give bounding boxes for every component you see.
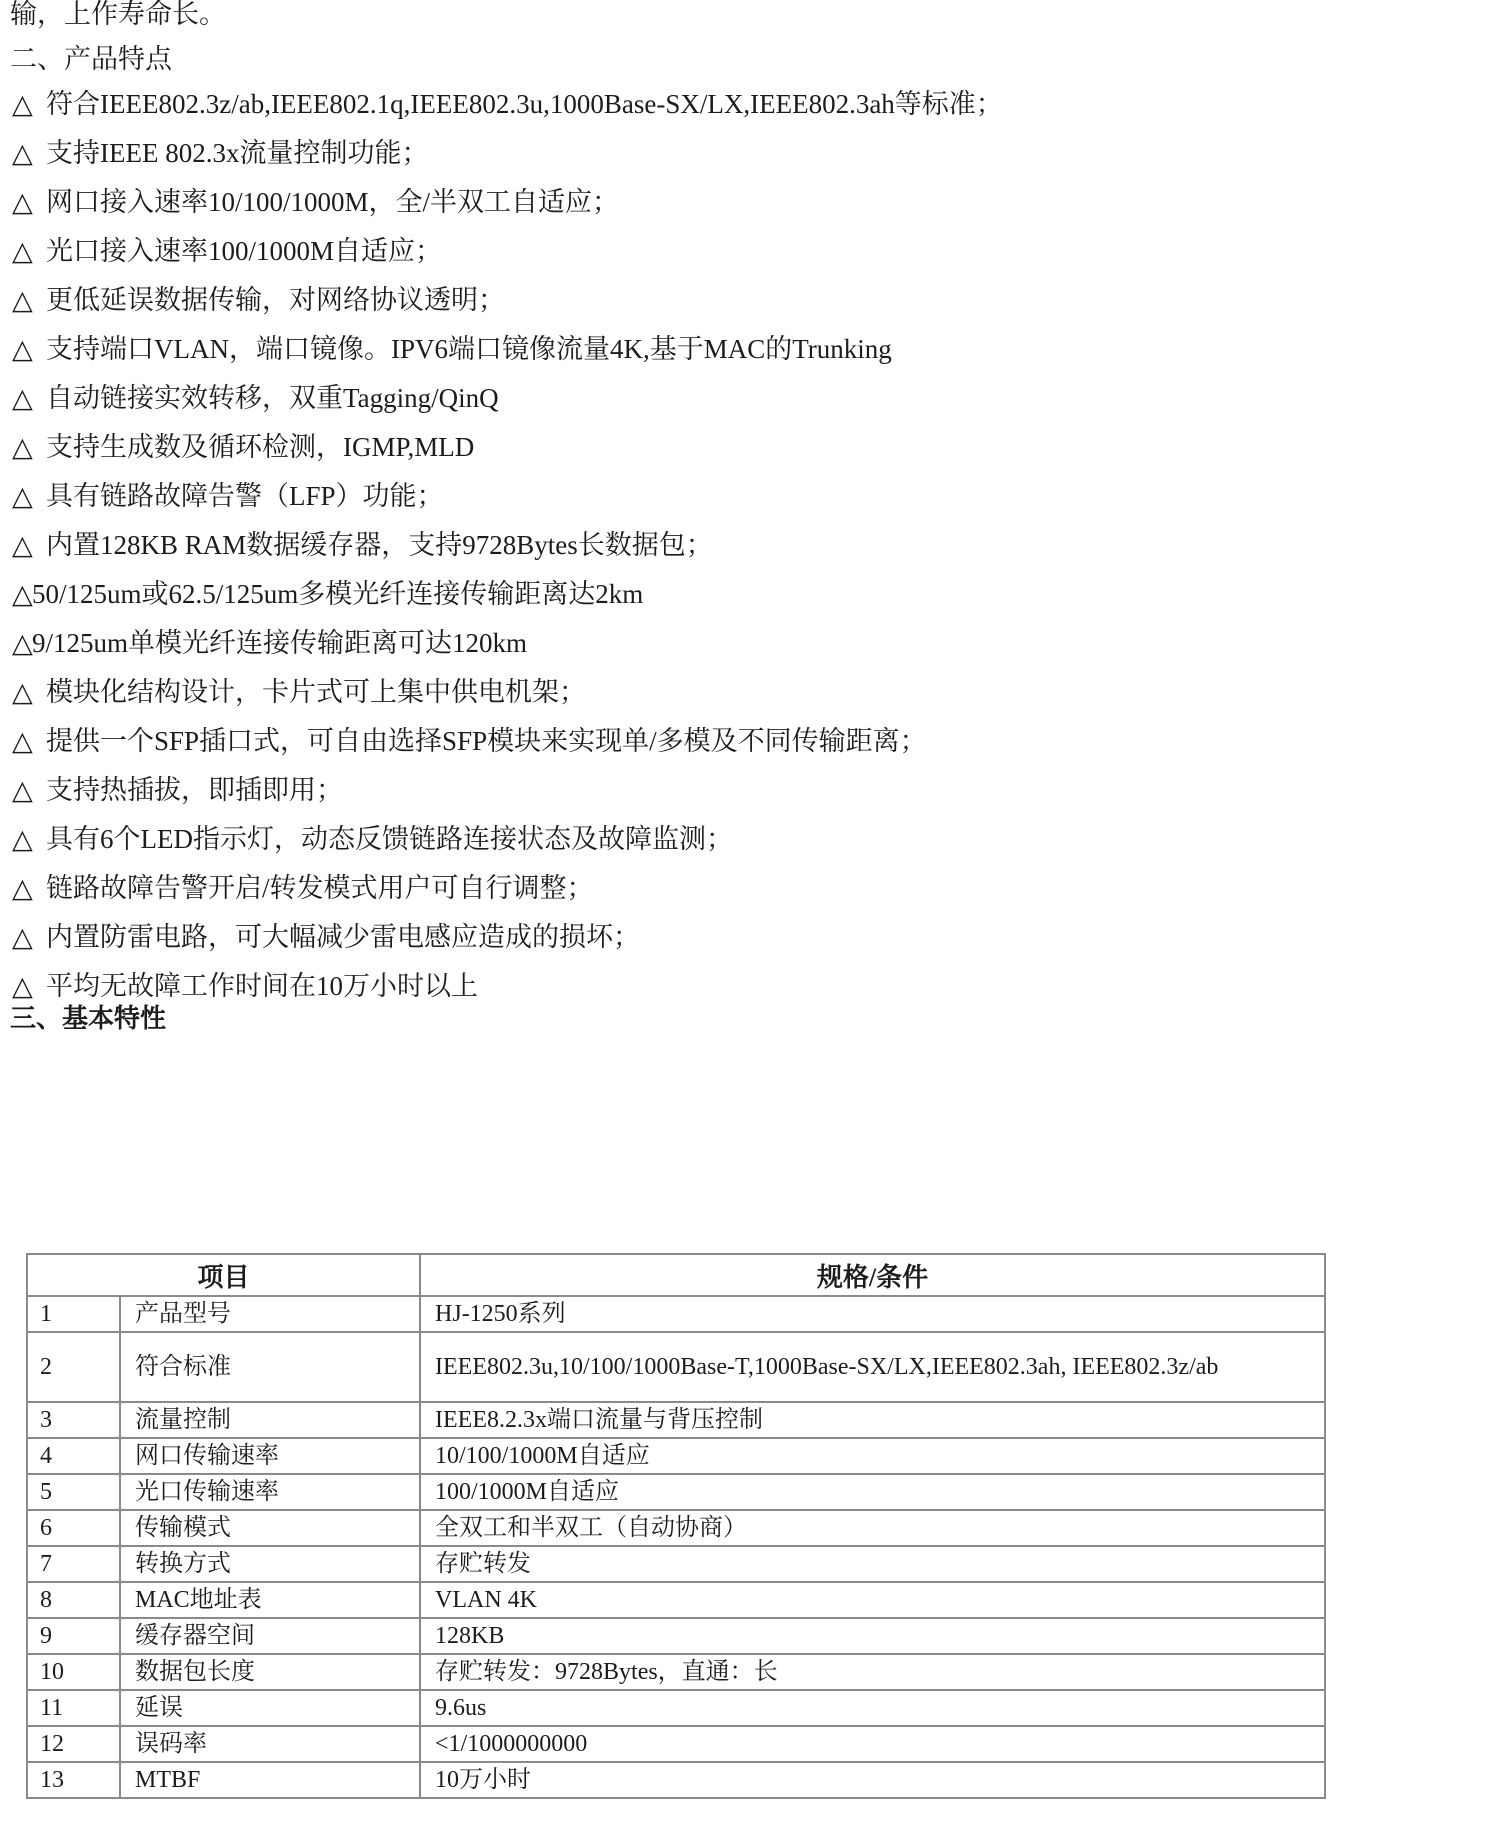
row-item: MTBF xyxy=(120,1762,420,1798)
row-spec: 9.6us xyxy=(420,1690,1325,1726)
feature-item xyxy=(12,724,1003,773)
row-spec: 全双工和半双工（自动协商） xyxy=(420,1510,1325,1546)
table-row xyxy=(27,1762,1325,1798)
feature-item xyxy=(12,332,1003,381)
row-item: 数据包长度 xyxy=(120,1654,420,1690)
table-row xyxy=(27,1510,1325,1546)
row-number: 3 xyxy=(27,1402,120,1438)
row-item: 产品型号 xyxy=(120,1296,420,1332)
feature-item xyxy=(12,675,1003,724)
feature-item xyxy=(12,283,1003,332)
row-number: 9 xyxy=(27,1618,120,1654)
row-number: 7 xyxy=(27,1546,120,1582)
feature-text: 模块化结构设计，卡片式可上集中供电机架； xyxy=(46,677,586,707)
table-body xyxy=(27,1296,1325,1798)
feature-item xyxy=(12,822,1003,871)
feature-item xyxy=(12,234,1003,283)
feature-text: 支持端口VLAN，端口镜像。IPV6端口镜像流量4K,基于MAC的Trunking xyxy=(46,334,892,364)
row-item: MAC地址表 xyxy=(120,1582,420,1618)
triangle-bullet-icon: △ xyxy=(12,285,33,315)
row-number: 13 xyxy=(27,1762,120,1798)
triangle-bullet-icon: △ xyxy=(12,824,33,854)
triangle-bullet-icon: △ xyxy=(12,89,33,119)
row-spec: 100/1000M自适应 xyxy=(420,1474,1325,1510)
row-spec: VLAN 4K xyxy=(420,1582,1325,1618)
feature-text: 具有6个LED指示灯，动态反馈链路连接状态及故障监测； xyxy=(46,824,733,854)
table-row xyxy=(27,1546,1325,1582)
feature-item xyxy=(12,920,1003,969)
feature-text: 链路故障告警开启/转发模式用户可自行调整； xyxy=(46,873,594,903)
feature-item xyxy=(12,871,1003,920)
row-number: 10 xyxy=(27,1654,120,1690)
top-text-line: 输，上作寿命长。 xyxy=(10,0,226,29)
feature-item xyxy=(12,577,1003,626)
triangle-bullet-icon: △ xyxy=(12,922,33,952)
table-row xyxy=(27,1296,1325,1332)
row-item: 符合标准 xyxy=(120,1332,420,1402)
feature-text: 符合IEEE802.3z/ab,IEEE802.1q,IEEE802.3u,1000Base-SX/LX,IEEE802.3ah等标准； xyxy=(46,89,1003,119)
table-row xyxy=(27,1438,1325,1474)
feature-text: 支持热插拔，即插即用； xyxy=(46,775,343,805)
feature-text: 内置防雷电路，可大幅减少雷电感应造成的损坏； xyxy=(46,922,640,952)
spec-table xyxy=(26,1253,1326,1799)
triangle-bullet-icon: △ xyxy=(12,971,33,1001)
feature-item xyxy=(12,430,1003,479)
feature-text: 支持生成数及循环检测，IGMP,MLD xyxy=(46,432,475,462)
table-row xyxy=(27,1332,1325,1402)
row-spec: IEEE8.2.3x端口流量与背压控制 xyxy=(420,1402,1325,1438)
row-item: 转换方式 xyxy=(120,1546,420,1582)
triangle-bullet-icon: △ xyxy=(12,432,33,462)
row-number: 5 xyxy=(27,1474,120,1510)
feature-item xyxy=(12,773,1003,822)
feature-item xyxy=(12,626,1003,675)
table-row xyxy=(27,1474,1325,1510)
triangle-bullet-icon: △ xyxy=(12,481,33,511)
triangle-bullet-icon: △ xyxy=(12,726,33,756)
row-item: 流量控制 xyxy=(120,1402,420,1438)
feature-text: 9/125um单模光纤连接传输距离可达120km xyxy=(32,628,528,658)
row-spec: HJ-1250系列 xyxy=(420,1296,1325,1332)
feature-item xyxy=(12,479,1003,528)
row-item: 光口传输速率 xyxy=(120,1474,420,1510)
row-number: 12 xyxy=(27,1726,120,1762)
triangle-bullet-icon: △ xyxy=(12,383,33,413)
feature-item xyxy=(12,87,1003,136)
feature-text: 内置128KB RAM数据缓存器，支持9728Bytes长数据包； xyxy=(46,530,713,560)
table-row xyxy=(27,1402,1325,1438)
triangle-bullet-icon: △ xyxy=(12,775,33,805)
row-spec: 存贮转发：9728Bytes，直通：长 xyxy=(420,1654,1325,1690)
row-spec: 10/100/1000M自适应 xyxy=(420,1438,1325,1474)
triangle-bullet-icon: △ xyxy=(12,187,33,217)
feature-item xyxy=(12,381,1003,430)
row-spec: IEEE802.3u,10/100/1000Base-T,1000Base-SX/LX,IEEE802.3ah, IEEE802.3z/ab xyxy=(420,1332,1325,1402)
row-spec: 10万小时 xyxy=(420,1762,1325,1798)
table-row xyxy=(27,1690,1325,1726)
triangle-bullet-icon: △ xyxy=(12,138,33,168)
triangle-bullet-icon: △ xyxy=(12,628,33,658)
feature-list xyxy=(12,87,1003,1018)
row-item: 传输模式 xyxy=(120,1510,420,1546)
triangle-bullet-icon: △ xyxy=(12,677,33,707)
row-number: 4 xyxy=(27,1438,120,1474)
triangle-bullet-icon: △ xyxy=(12,579,33,609)
feature-text: 支持IEEE 802.3x流量控制功能； xyxy=(46,138,429,168)
row-number: 1 xyxy=(27,1296,120,1332)
row-item: 延误 xyxy=(120,1690,420,1726)
row-spec: 存贮转发 xyxy=(420,1546,1325,1582)
feature-item xyxy=(12,185,1003,234)
row-item: 缓存器空间 xyxy=(120,1618,420,1654)
table-row xyxy=(27,1618,1325,1654)
feature-item xyxy=(12,528,1003,577)
header-spec: 规格/条件 xyxy=(420,1254,1325,1296)
triangle-bullet-icon: △ xyxy=(12,334,33,364)
row-spec: <1/1000000000 xyxy=(420,1726,1325,1762)
feature-text: 50/125um或62.5/125um多模光纤连接传输距离达2km xyxy=(32,579,644,609)
table-header-row xyxy=(27,1254,1325,1296)
feature-text: 平均无故障工作时间在10万小时以上 xyxy=(46,971,478,1001)
feature-text: 更低延误数据传输，对网络协议透明； xyxy=(46,285,505,315)
row-number: 6 xyxy=(27,1510,120,1546)
triangle-bullet-icon: △ xyxy=(12,530,33,560)
row-item: 误码率 xyxy=(120,1726,420,1762)
row-number: 11 xyxy=(27,1690,120,1726)
table-row xyxy=(27,1582,1325,1618)
row-number: 2 xyxy=(27,1332,120,1402)
feature-text: 光口接入速率100/1000M自适应； xyxy=(46,236,443,266)
feature-text: 网口接入速率10/100/1000M，全/半双工自适应； xyxy=(46,187,620,217)
table-row xyxy=(27,1726,1325,1762)
row-spec: 128KB xyxy=(420,1618,1325,1654)
header-item: 项目 xyxy=(27,1254,420,1296)
row-number: 8 xyxy=(27,1582,120,1618)
row-item: 网口传输速率 xyxy=(120,1438,420,1474)
feature-text: 具有链路故障告警（LFP）功能； xyxy=(46,481,444,511)
feature-text: 自动链接实效转移，双重Tagging/QinQ xyxy=(46,383,499,413)
feature-item xyxy=(12,136,1003,185)
table-row xyxy=(27,1654,1325,1690)
triangle-bullet-icon: △ xyxy=(12,236,33,266)
feature-text: 提供一个SFP插口式，可自由选择SFP模块来实现单/多模及不同传输距离； xyxy=(46,726,927,756)
section-heading-features: 二、产品特点 xyxy=(10,44,172,74)
triangle-bullet-icon: △ xyxy=(12,873,33,903)
section-heading-basic-specs: 三、基本特性 xyxy=(10,1004,167,1033)
